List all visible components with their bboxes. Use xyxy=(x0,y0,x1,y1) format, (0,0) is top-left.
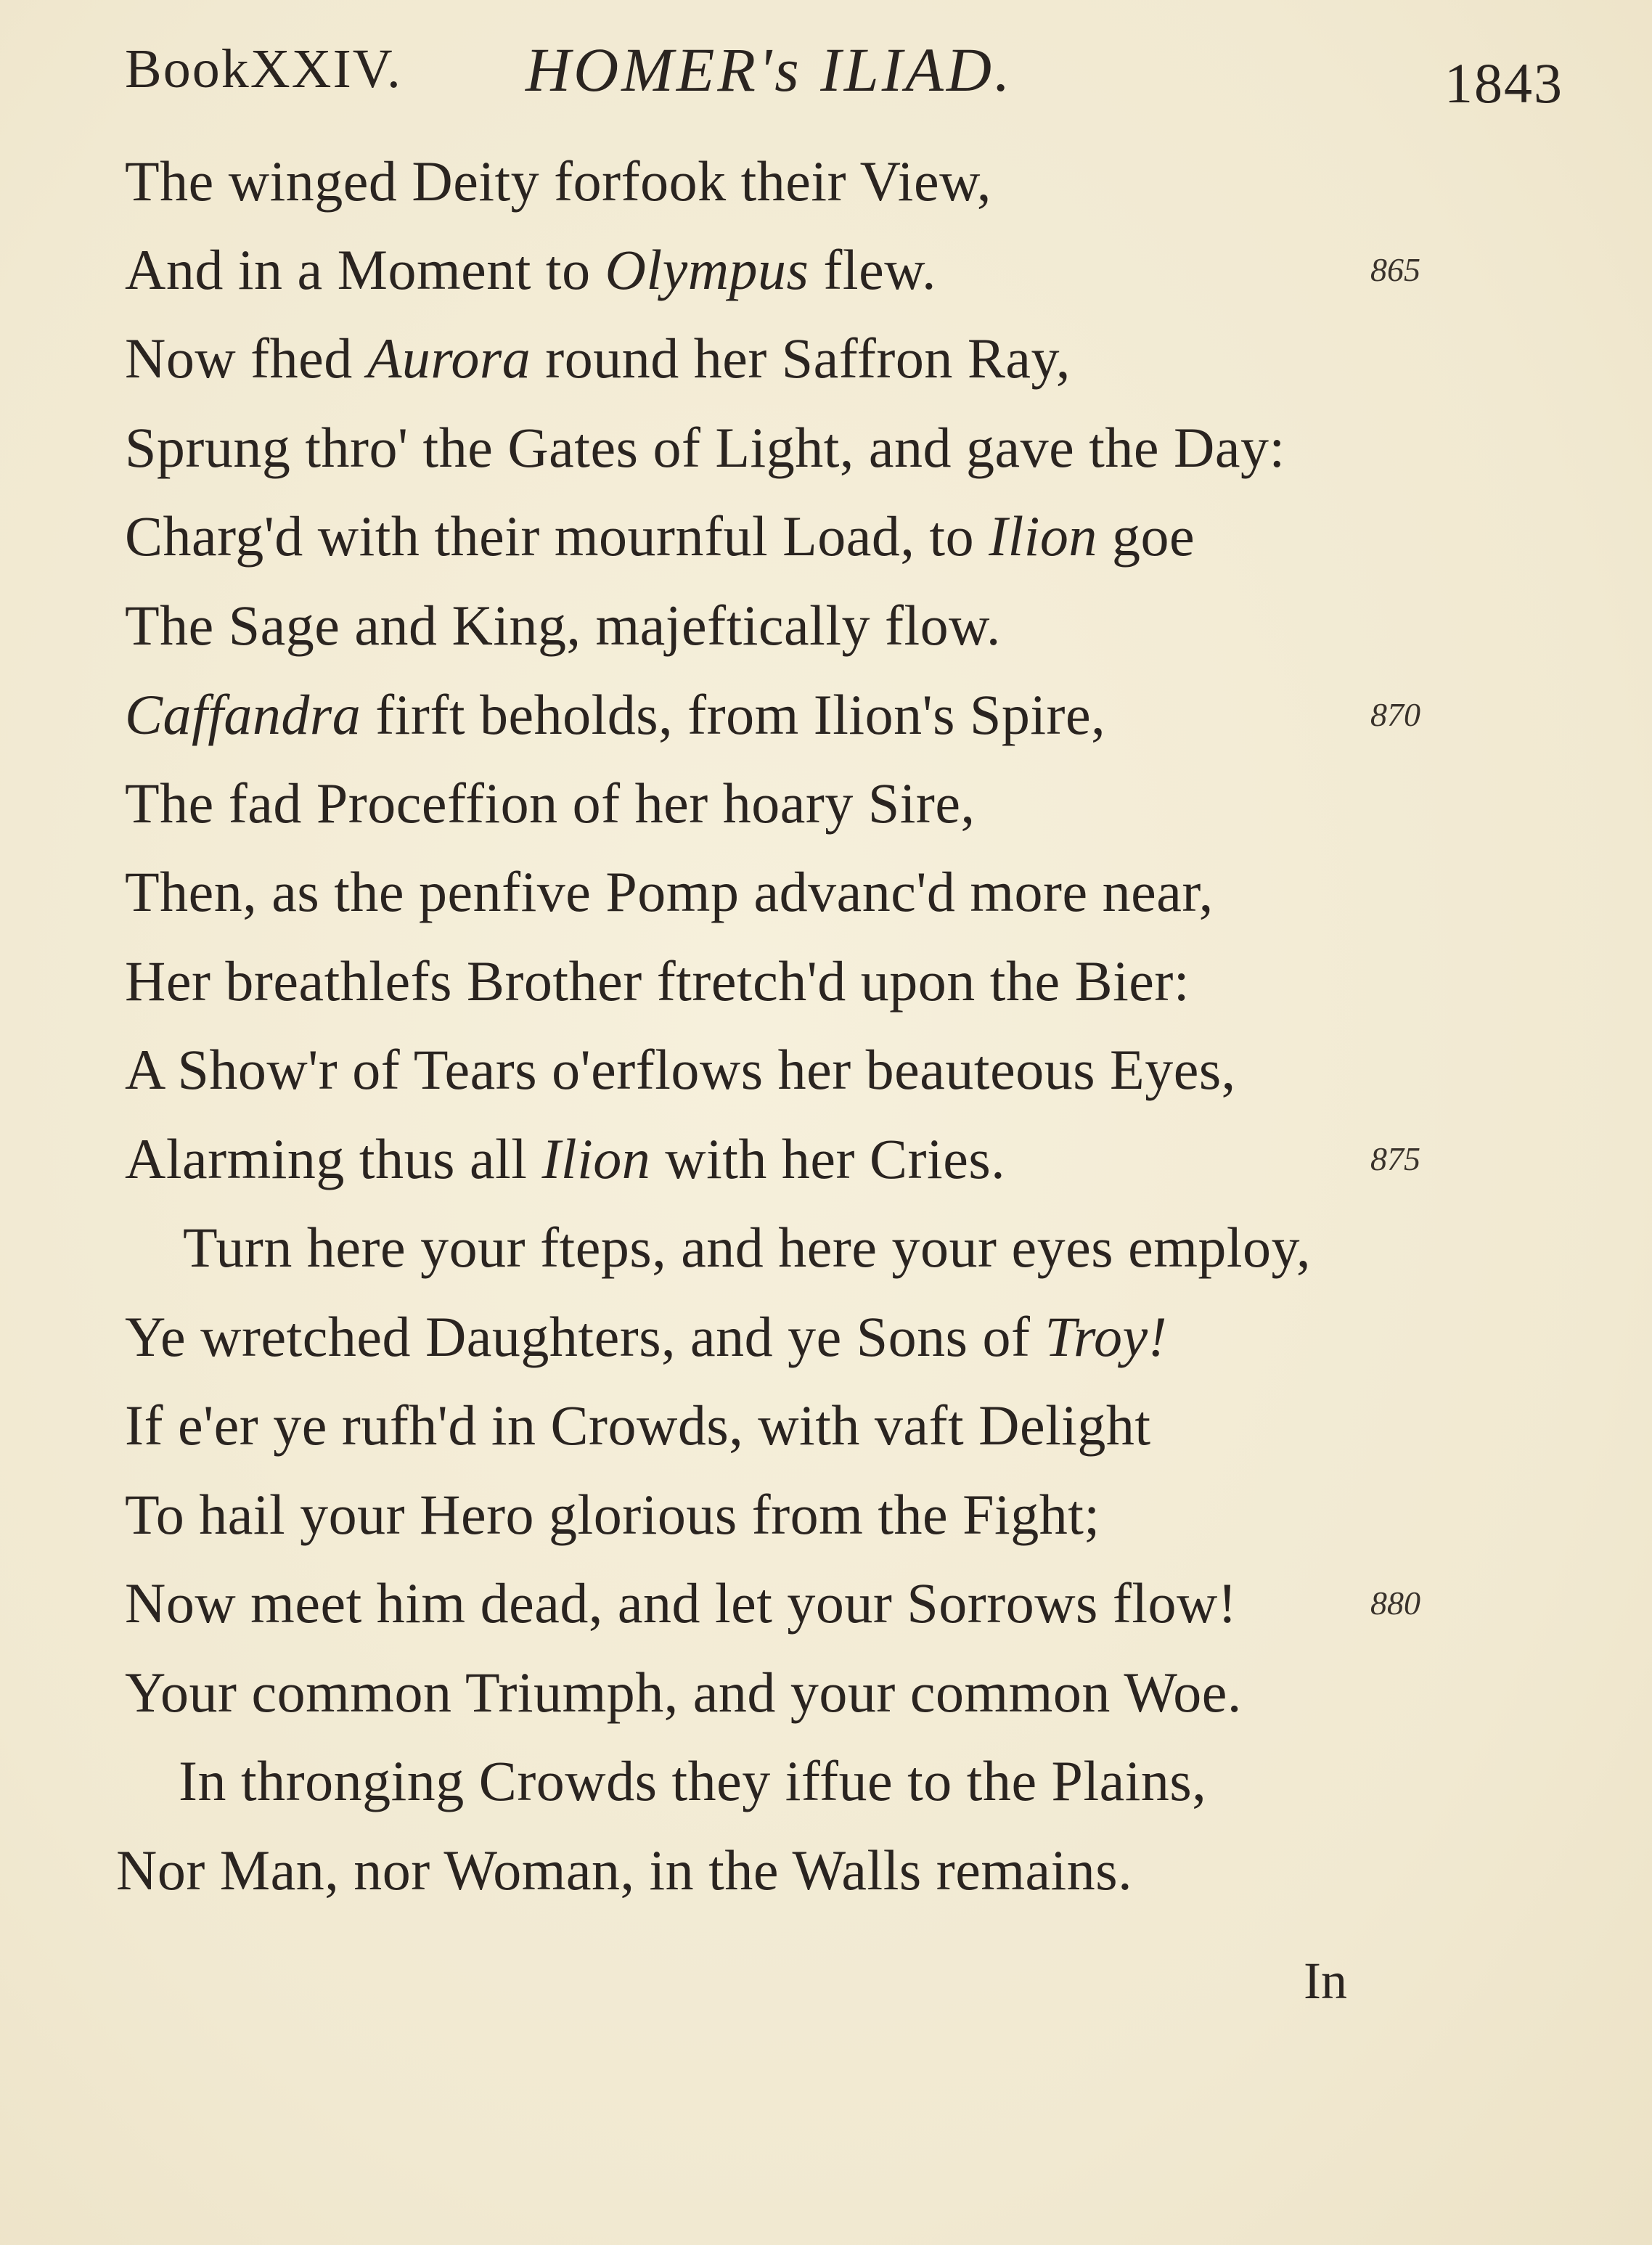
verse-line xyxy=(0,149,1652,236)
verse-text: To hail your Hero glorious from the Fight; xyxy=(125,1483,1100,1546)
verse-text: In thronging Crowds they iffue to the Plains, xyxy=(179,1749,1207,1812)
verse-line xyxy=(0,859,1652,946)
verse-line xyxy=(0,593,1652,680)
verse-text: Alarming thus all Ilion with her Cries. xyxy=(125,1127,1006,1190)
verse-line xyxy=(0,504,1652,591)
line-number: 880 xyxy=(1370,1584,1420,1622)
verse-line xyxy=(0,1838,1652,1925)
verse-line xyxy=(0,415,1652,502)
verse-text: And in a Moment to Olympus flew. xyxy=(125,238,936,301)
verse-line xyxy=(0,326,1652,413)
verse-text: Charg'd with their mournful Load, to Ilion goe xyxy=(125,504,1195,568)
running-title: HOMER's ILIAD. xyxy=(526,35,1013,105)
verse-line xyxy=(0,1304,1652,1391)
verse-line xyxy=(0,237,1652,324)
verse-text: If e'er ye rufh'd in Crowds, with vaft Delight xyxy=(125,1394,1151,1457)
verse-line xyxy=(0,1482,1652,1569)
verse-text: Now fhed Aurora round her Saffron Ray, xyxy=(125,327,1071,390)
verse-text: The winged Deity forfook their View, xyxy=(125,150,991,213)
line-number: 865 xyxy=(1370,251,1420,288)
verse-text: The Sage and King, majeftically flow. xyxy=(125,594,1001,657)
catchword: In xyxy=(1304,1952,1347,2010)
verse-line xyxy=(0,949,1652,1036)
verse-line xyxy=(0,1215,1652,1302)
verse-text: Your common Triumph, and your common Woe. xyxy=(125,1661,1242,1724)
verse-text: Caffandra firft beholds, from Ilion's Spire, xyxy=(125,683,1106,746)
verse-text: Her breathlefs Brother ftretch'd upon the Bier: xyxy=(125,949,1190,1013)
verse-text: Turn here your fteps, and here your eyes employ, xyxy=(183,1216,1311,1279)
verse-text: The fad Proceffion of her hoary Sire, xyxy=(125,772,976,835)
verse-text: Sprung thro' the Gates of Light, and gave the Day: xyxy=(125,416,1285,479)
verse-text: A Show'r of Tears o'erflows her beauteous Eyes, xyxy=(125,1038,1236,1101)
verse-line xyxy=(0,682,1652,769)
verse-line xyxy=(0,1393,1652,1480)
verse-line xyxy=(0,1749,1652,1836)
verse-line xyxy=(0,1126,1652,1214)
verse-text: Then, as the penfive Pomp advanc'd more near, xyxy=(125,860,1214,923)
verse-text: Ye wretched Daughters, and ye Sons of Troy! xyxy=(125,1305,1168,1368)
running-book: BookXXIV. xyxy=(125,38,402,99)
running-header xyxy=(125,35,1563,118)
verse-line xyxy=(0,1660,1652,1747)
verse-text: Nor Man, nor Woman, in the Walls remains. xyxy=(116,1839,1133,1902)
verse-line xyxy=(0,1571,1652,1658)
verse-text: Now meet him dead, and let your Sorrows flow! xyxy=(125,1571,1238,1635)
line-number: 870 xyxy=(1370,696,1420,733)
verse-line xyxy=(0,1037,1652,1124)
page-number: 1843 xyxy=(1444,52,1563,115)
line-number: 875 xyxy=(1370,1140,1420,1177)
verse-line xyxy=(0,771,1652,858)
